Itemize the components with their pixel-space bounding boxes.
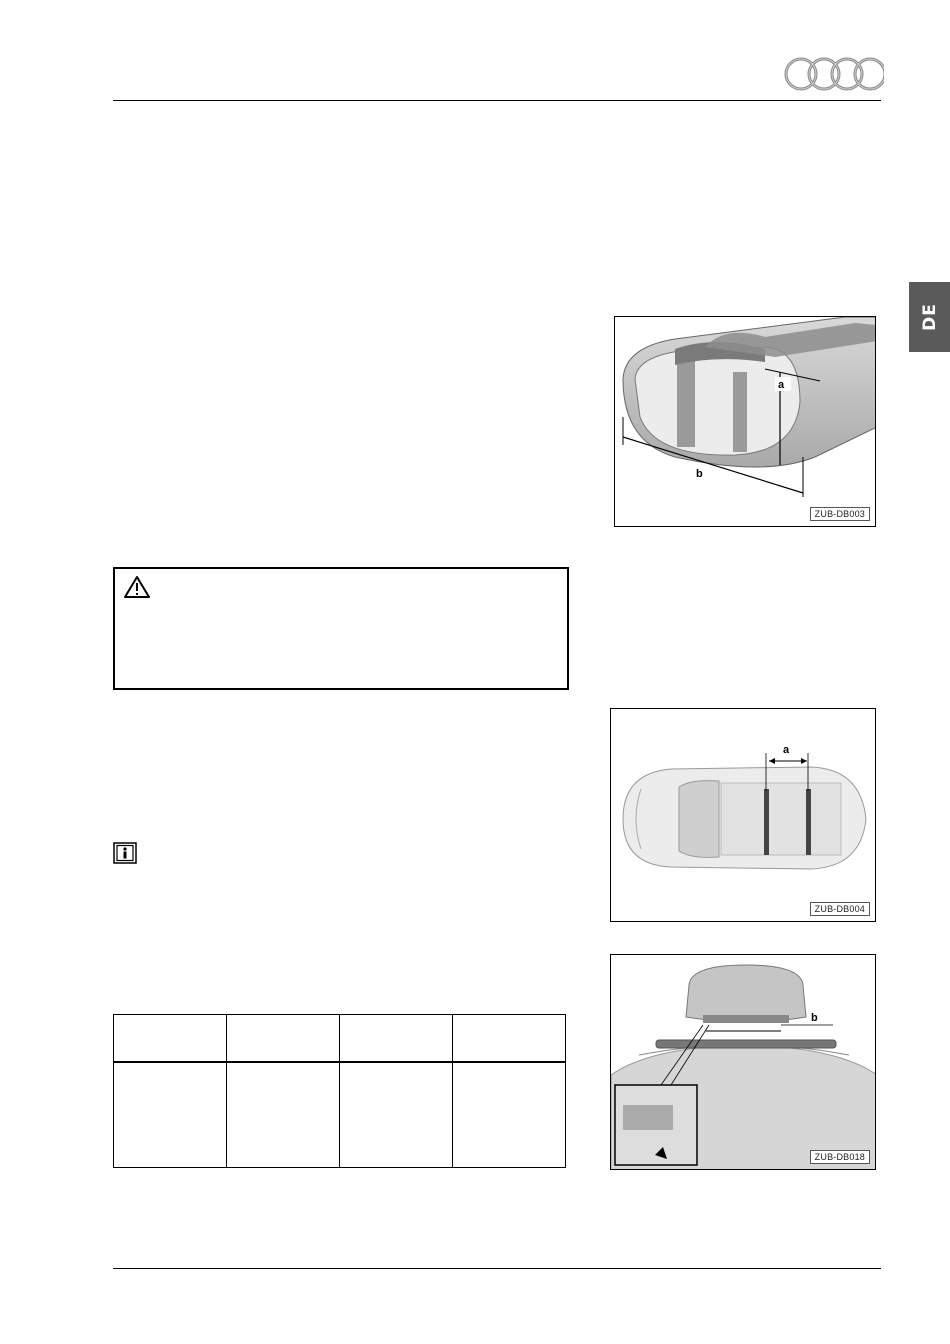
language-tab <box>909 282 950 352</box>
figure-code-label: ZUB-DB004 <box>810 902 870 916</box>
roof-bar-profile-illustration <box>615 317 876 527</box>
table-cell <box>227 1062 340 1168</box>
warning-box <box>113 567 569 690</box>
callout-b: b <box>811 1012 818 1024</box>
figure-roof-bar-profile <box>614 316 876 527</box>
table-cell <box>340 1062 453 1168</box>
table-cell <box>453 1062 566 1168</box>
roof-box-illustration <box>611 955 876 1170</box>
table-header-row <box>114 1015 566 1063</box>
table-header-cell <box>227 1015 340 1063</box>
figure-roof-box <box>610 954 876 1170</box>
language-tab-label: DE <box>919 303 940 331</box>
callout-b: b <box>696 468 703 480</box>
figure-code-label: ZUB-DB003 <box>810 507 870 521</box>
warning-triangle-icon <box>123 575 151 599</box>
header-rule <box>113 100 881 101</box>
table-row <box>114 1062 566 1168</box>
audi-rings-logo <box>782 54 884 94</box>
table-header-cell <box>114 1015 227 1063</box>
car-top-view-illustration <box>611 709 876 922</box>
table-header-cell <box>340 1015 453 1063</box>
callout-a: a <box>778 379 785 391</box>
table-header-cell <box>453 1015 566 1063</box>
spec-table <box>113 1014 566 1168</box>
callout-a: a <box>783 744 790 756</box>
info-icon <box>113 842 137 864</box>
table-cell <box>114 1062 227 1168</box>
figure-car-top-view <box>610 708 876 922</box>
figure-code-label: ZUB-DB018 <box>810 1150 870 1164</box>
footer-rule <box>113 1268 881 1269</box>
